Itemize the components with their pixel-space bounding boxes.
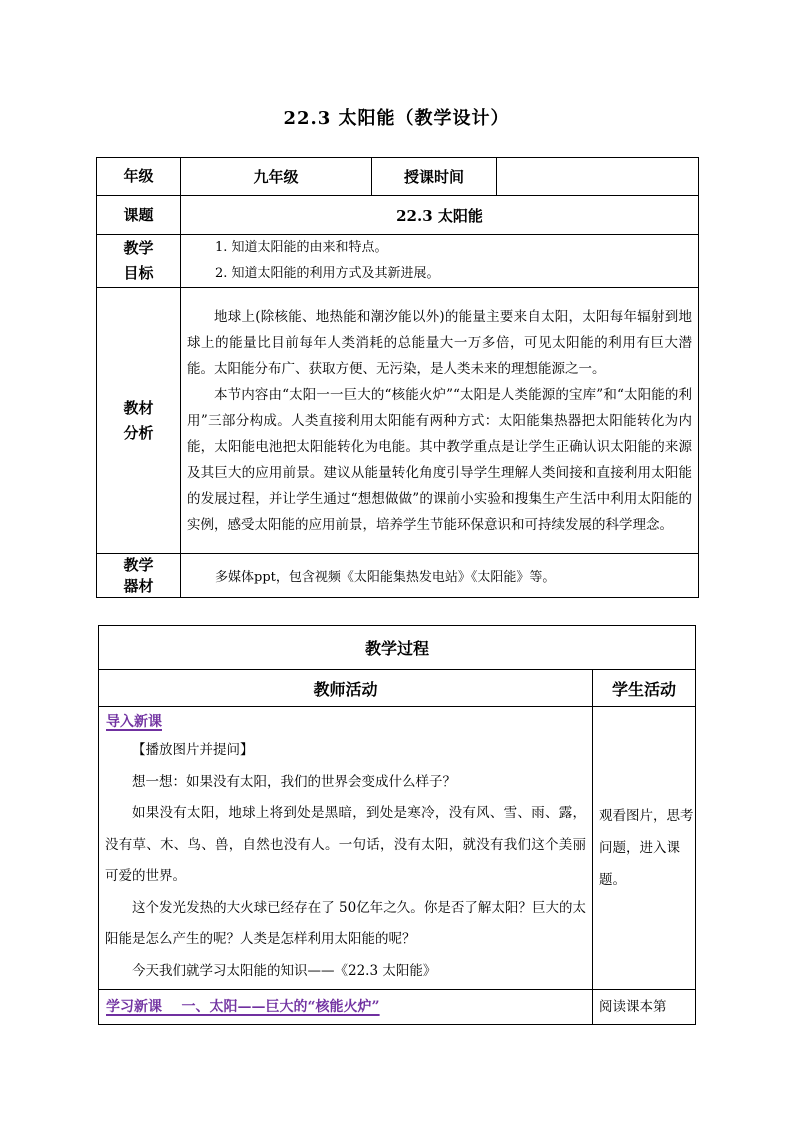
intro-paragraph: 这个发光发热的大火球已经存在了 50亿年之久。你是否了解太阳？巨大的太阳能是怎么产生的呢？人类是怎样利用太阳能的呢？ [105, 899, 586, 947]
process-table [98, 625, 696, 1025]
grade-row [97, 158, 699, 196]
equipment-label [97, 554, 181, 598]
analysis-label-line1: 教材 [123, 398, 154, 417]
goal-item: 2. 知道太阳能的利用方式及其新进展。 [215, 266, 440, 281]
intro-row [99, 707, 696, 990]
intro-teacher-cell [99, 707, 593, 990]
analysis-label-line2: 分析 [123, 423, 154, 442]
intro-student-cell: 观看图片，思考问题，进入课题。 [593, 707, 696, 990]
teacher-activity-header: 教师活动 [99, 670, 593, 707]
analysis-label [97, 288, 181, 554]
grade-value: 九年级 [181, 158, 372, 196]
topic-row [97, 196, 699, 235]
analysis-paragraph: 地球上(除核能、地热能和潮汐能以外)的能量主要来自太阳，太阳每年辐射到地球上的能量比目前每年人类消耗的总能量大一万多倍，可见太阳能的利用有巨大潜能。太阳能分布广、获取方便、无污染，是人类未来的理想能源之一。 [187, 308, 692, 377]
process-header: 教学过程 [99, 626, 696, 670]
topic-value: 22.3 太阳能 [181, 196, 699, 235]
goals-list [181, 235, 699, 288]
analysis-content [181, 288, 699, 554]
analysis-row [97, 288, 699, 554]
document-title: 22.3 太阳能（教学设计） [283, 108, 510, 129]
goals-label-line1: 教学 [123, 239, 154, 257]
intro-paragraph: 想一想：如果没有太阳，我们的世界会变成什么样子？ [132, 773, 456, 790]
time-value[interactable] [497, 158, 699, 196]
equipment-row [97, 554, 699, 598]
analysis-paragraph: 本节内容由“太阳一一巨大的“核能火炉”“太阳是人类能源的宝库”和“太阳能的利用”三部分构成。人类直接利用太阳能有两种方式：太阳能集热器把太阳能转化为内能，太阳能电池把太阳能转化为电能。其中教学重点是让学生正确认识太阳能的来源及其巨大的应用前景。建议从能量转化角度引导学生理解人类间接和直接利用太阳能的发展过程，并让学生通过“想想做做”的课前小实验和搜集生产生活中利用太阳能的实例，感受太阳能的应用前景，培养学生节能环保意识和可持续发展的科学理念。 [187, 386, 692, 533]
intro-section-title: 导入新课 [106, 714, 162, 730]
section2-title: 学习新课 一、太阳——巨大的“核能火炉” [106, 999, 380, 1015]
info-table [96, 157, 699, 598]
student-activity-header: 学生活动 [593, 670, 696, 707]
goals-label-line2: 目标 [123, 264, 154, 282]
topic-label: 课题 [97, 196, 181, 235]
grade-label: 年级 [97, 158, 181, 196]
intro-paragraph: 如果没有太阳，地球上将到处是黑暗，到处是寒冷，没有风、雪、雨、露，没有草、木、鸟、兽，自然也没有人。一句话，没有太阳，就没有我们这个美丽可爱的世界。 [105, 805, 586, 884]
section2-teacher-cell [99, 990, 593, 1025]
goals-label [97, 235, 181, 288]
process-header-row [99, 626, 696, 670]
goals-row [97, 235, 699, 288]
equipment-value: 多媒体ppt，包含视频《太阳能集热发电站》《太阳能》等。 [181, 554, 699, 598]
intro-paragraph: 【播放图片并提问】 [132, 742, 254, 758]
section2-row [99, 990, 696, 1025]
equipment-label-line2: 器材 [123, 576, 154, 595]
time-label: 授课时间 [372, 158, 497, 196]
goal-item: 1. 知道太阳能的由来和特点。 [215, 240, 388, 255]
section2-student-cell: 阅读课本第 [593, 990, 696, 1025]
equipment-label-line1: 教学 [123, 555, 154, 574]
process-columns-row [99, 670, 696, 707]
intro-paragraph: 今天我们就学习太阳能的知识——《22.3 太阳能》 [132, 962, 437, 979]
